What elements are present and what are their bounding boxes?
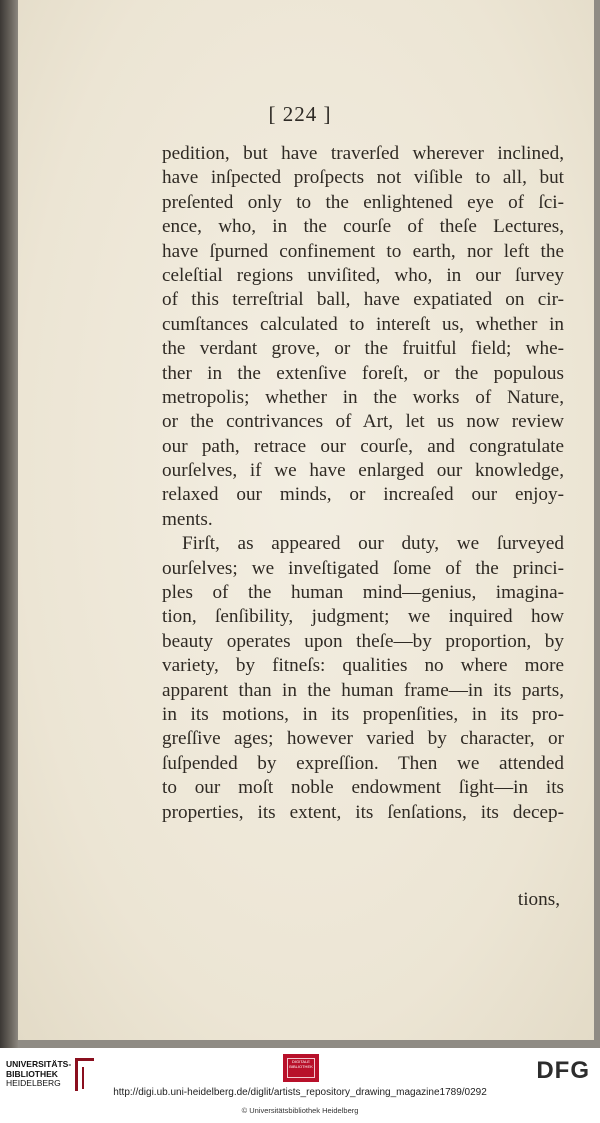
catchword: tions, xyxy=(517,889,560,910)
text-line: Firſt, as appeared our duty, we ſurveyed xyxy=(182,533,564,555)
text-line: pedition, but have traverſed wherever inclined, xyxy=(162,143,564,164)
text-line: celeſtial regions unviſited, who, in our ſurvey xyxy=(162,264,564,286)
badge-label: DIGITALE BIBLIOTHEK xyxy=(287,1058,315,1078)
text-line: the verdant grove, or the fruitful field; whe- xyxy=(162,338,564,360)
permalink-url[interactable]: http://digi.ub.uni-heidelberg.de/diglit/artists_repository_drawing_magazine1789/0292 xyxy=(113,1087,487,1098)
text-line: ence, who, in the courſe of theſe Lectures, xyxy=(162,216,564,238)
dfg-logo[interactable]: DFG xyxy=(536,1057,590,1084)
text-line: ſuſpended by expreſſion. Then we attended xyxy=(162,752,564,774)
text-line: have inſpected proſpects not viſible to all, but xyxy=(162,167,564,189)
text-line: properties, its extent, its ſenſations, its decep- xyxy=(162,801,564,823)
text-line: ments. xyxy=(162,508,213,530)
text-line: metropolis; whether in the works of Nature, xyxy=(162,386,564,408)
page-body-text xyxy=(162,142,564,825)
digital-library-badge[interactable] xyxy=(283,1054,319,1082)
page-number: [ 224 ] xyxy=(268,102,332,126)
text-line: ples of the human mind—genius, imagina- xyxy=(162,582,564,604)
text-line: ourſelves; we inveſtigated ſome of the princi- xyxy=(162,557,564,579)
copyright-notice: © Universitätsbibliothek Heidelberg xyxy=(241,1106,359,1115)
text-line: or the contrivances of Art, let us now review xyxy=(162,411,564,433)
text-line: in its motions, in its propenſities, in its pro- xyxy=(162,703,564,725)
text-line: apparent than in the human frame—in its parts, xyxy=(162,679,564,701)
text-line: ther in the extenſive foreſt, or the populous xyxy=(162,362,564,384)
text-line: preſented only to the enlightened eye of ſci- xyxy=(162,191,564,213)
text-line: have ſpurned confinement to earth, nor left the xyxy=(162,240,564,262)
text-line: greſſive ages; however varied by character, or xyxy=(162,728,564,750)
text-line: variety, by fitneſs: qualities no where more xyxy=(162,655,564,677)
library-name-line3: HEIDELBERG xyxy=(6,1078,61,1089)
text-line: of this terreſtrial ball, have expatiated on cir- xyxy=(162,289,564,311)
text-line: tion, ſenſibility, judgment; we inquired how xyxy=(162,606,564,628)
book-spine-shadow xyxy=(0,0,18,1048)
text-line: cumſtances calculated to intereſt us, whether in xyxy=(162,313,564,335)
text-line: relaxed our minds, or increaſed our enjoy- xyxy=(162,484,564,506)
text-line: beauty operates upon theſe—by proportion, by xyxy=(162,630,564,652)
text-line: ourſelves, if we have enlarged our knowledge, xyxy=(162,460,564,482)
library-name-line2: BIBLIOTHEK xyxy=(6,1068,58,1079)
text-line: our path, retrace our courſe, and congratulate xyxy=(162,435,564,457)
library-name-line1: UNIVERSITÄTS- xyxy=(6,1059,72,1070)
text-line: to our moſt noble endowment ſight—in its xyxy=(162,777,564,799)
